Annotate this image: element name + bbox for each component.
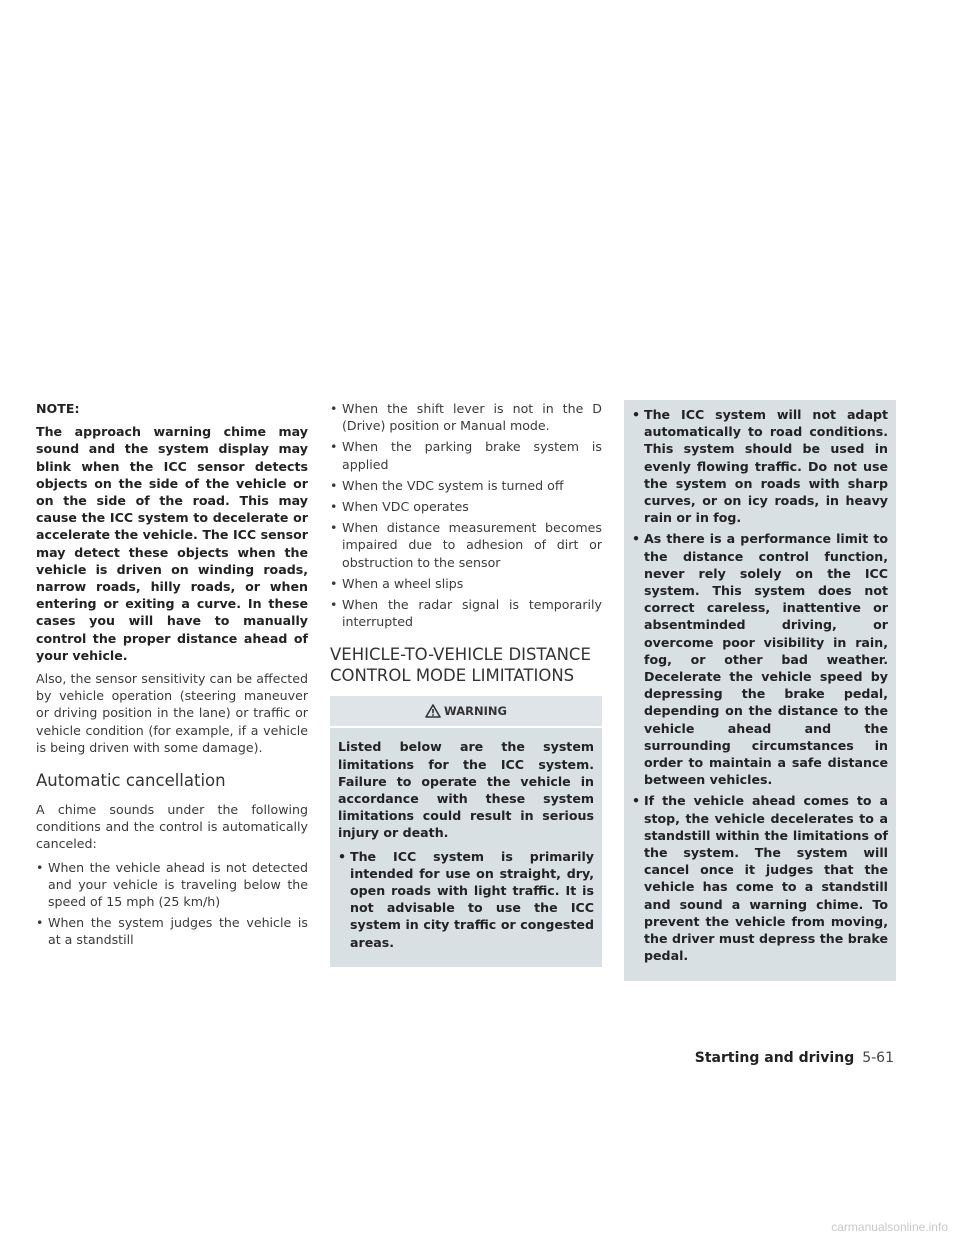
- list-item: • When distance measurement becomes impaired due to adhesion of dirt or obstruction to the sensor: [330, 519, 602, 571]
- limitations-heading: VEHICLE-TO-VEHICLE DISTANCE CONTROL MODE LIMITATIONS: [330, 645, 591, 686]
- auto-cancel-heading: Automatic cancellation: [36, 771, 226, 791]
- column-3: [624, 400, 896, 981]
- page-footer: [695, 1050, 894, 1066]
- note-label: NOTE:: [36, 401, 80, 416]
- sensitivity-paragraph: Also, the sensor sensitivity can be affected by vehicle operation (steering maneuver or driving position in the lane) or traffic or vehicle condition (for example, if a vehicle is being driven with some damage).: [36, 671, 308, 755]
- warning-box: [330, 696, 602, 966]
- auto-cancel-list: [36, 859, 308, 949]
- cancel-conditions-list: [330, 400, 602, 630]
- column-2: [330, 400, 602, 967]
- page-number: 5-61: [862, 1050, 894, 1066]
- footer-section-title: Starting and driving: [694, 1050, 855, 1066]
- note-text: The approach warning chime may sound and the system display may blink when the ICC sensor detects objects on the side of the vehicle or on the side of the road. This may cause the ICC system to decelerate or accelerate the vehicle. The ICC sensor may detect these objects when the vehicle is driven on winding roads, narrow roads, hilly roads, or when entering or exiting a curve. In these cases you will have to manually control the proper distance ahead of your vehicle.: [36, 424, 308, 663]
- list-item: • The ICC system will not adapt automatically to road conditions. This system should be used in evenly flowing traffic. Do not use the system on roads with sharp curves, or on icy roads, in heavy rain or in fog.: [632, 406, 888, 526]
- column-1: [36, 400, 308, 953]
- list-item: • When the vehicle ahead is not detected and your vehicle is traveling below the speed of 15 mph (25 km/h): [36, 859, 308, 911]
- warning-icon: [425, 704, 441, 718]
- list-item: • When the parking brake system is applied: [330, 438, 602, 472]
- warning-body: [330, 728, 602, 966]
- list-item: • When VDC operates: [330, 498, 602, 515]
- list-item: • When the system judges the vehicle is at a standstill: [36, 914, 308, 948]
- auto-cancel-intro: A chime sounds under the following conditions and the control is automatically canceled:: [36, 802, 308, 852]
- warning-label: WARNING: [444, 703, 507, 718]
- warning-header: [330, 696, 602, 728]
- list-item: • When a wheel slips: [330, 575, 602, 592]
- list-item: • The ICC system is primarily intended for use on straight, dry, open roads with light traffic. It is not advisable to use the ICC system in city traffic or congested areas.: [338, 848, 594, 951]
- list-item: • When the radar signal is temporarily interrupted: [330, 596, 602, 630]
- list-item: • When the shift lever is not in the D (Drive) position or Manual mode.: [330, 400, 602, 434]
- warning-intro: Listed below are the system limitations for the ICC system. Failure to operate the vehicle in accordance with these system limitations could result in serious injury or death.: [338, 739, 594, 841]
- list-item: • When the VDC system is turned off: [330, 477, 602, 494]
- warning-box-continued: [624, 400, 896, 981]
- watermark: carmanualsonline.info: [831, 1220, 948, 1234]
- warning-list-continued: [632, 406, 888, 965]
- list-item: • If the vehicle ahead comes to a stop, the vehicle decelerates to a standstill within the limitations of the system. The system will cancel once it judges that the vehicle has come to a standstill and sound a warning chime. To prevent the vehicle from moving, the driver must depress the brake pedal.: [632, 792, 888, 964]
- list-item: • As there is a performance limit to the distance control function, never rely solely on the ICC system. This system does not correct careless, inattentive or absentminded driving, or overcome poor visibility in rain, fog, or other bad weather. Decelerate the vehicle speed by depressing the brake pedal, depending on the distance to the vehicle ahead and the surrounding circumstances in order to maintain a safe distance between vehicles.: [632, 530, 888, 788]
- warning-list: [338, 848, 594, 951]
